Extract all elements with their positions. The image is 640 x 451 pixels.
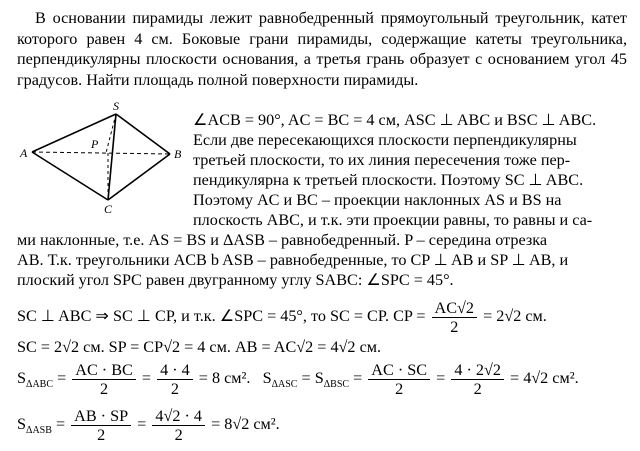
equals-s: = S: [301, 369, 324, 387]
equals-sign: =: [57, 369, 67, 387]
solution-line-3: третьей плоскости, то их линия пересечения тоже пер-: [193, 151, 571, 169]
fraction-denominator: 2: [395, 379, 404, 398]
area-abc-symbol: S: [17, 369, 27, 387]
fraction-abc-1: [72, 361, 136, 398]
solution-line-4: пендикулярна к третьей плоскости. Поэтому SC ⊥ ABC.: [193, 171, 584, 189]
area-abc-result: = 8 см².: [198, 369, 251, 387]
area-asb-subscript: ΔASB: [26, 425, 52, 436]
fraction-numerator: AC · SC: [368, 361, 430, 380]
equals-sign: =: [141, 369, 152, 387]
label-B: B: [174, 147, 182, 161]
area-asc-symbol: S: [262, 369, 272, 387]
edge-CB: [108, 154, 170, 200]
fraction-cp-numerator: AC√2: [432, 299, 477, 318]
formula-row-1: [17, 296, 547, 336]
solution-line-6: плоскость ABC, и т.к. эти проекции равны, то равны и са-: [193, 211, 593, 229]
pyramid-figure: [18, 100, 198, 218]
area-asb-result: = 8√2 см².: [211, 415, 280, 433]
equals-sign: =: [137, 415, 147, 433]
formula-1-text: SC ⊥ ABC ⇒ SC ⊥ CP, и т.к. ∠SPC = 45°, то SC = CP. CP =: [17, 307, 426, 325]
fraction-cp: [432, 299, 477, 336]
solution-line-9: плоский угол SPC равен двугранному углу SABC: ∠SPC = 45°.: [17, 271, 454, 289]
label-C: C: [104, 202, 113, 216]
fraction-denominator: 2: [170, 379, 179, 398]
fraction-numerator: AC · BC: [72, 361, 136, 380]
solution-line-8: AB. Т.к. треугольники ACB b ASB – равнобедренные, то CP ⊥ AB и SP ⊥ AB, и: [17, 251, 569, 269]
fraction-cp-denominator: 2: [450, 317, 459, 336]
edge-AC: [32, 152, 108, 200]
solution-line-2: Если две пересекающихся плоскости перпендикулярны: [193, 131, 577, 149]
fraction-abc-2: [157, 361, 193, 398]
formula-1-result: = 2√2 см.: [483, 307, 547, 325]
fraction-asc-1: [368, 361, 430, 398]
equals-sign: =: [436, 369, 446, 387]
fraction-numerator: 4 · 4: [157, 361, 193, 380]
fraction-asc-2: [451, 361, 504, 398]
edge-SC: [108, 114, 116, 200]
label-S: S: [113, 99, 119, 113]
fraction-denominator: 2: [99, 379, 109, 398]
fraction-numerator: 4 · 2√2: [451, 361, 504, 380]
label-P: P: [91, 137, 99, 151]
area-asc-subscript: ΔASC: [271, 379, 298, 390]
edge-SB: [116, 114, 170, 154]
problem-statement: В основании пирамиды лежит равнобедренный прямоугольный треугольник, катет которого равен 4 см. Боковые грани пирамиды, содержащие катеты треугольника, перпендикулярны плоскости основания, а третья грань образует с основанием угол 45 градусов. Найти площадь полной поверхности пирамиды.: [17, 9, 627, 89]
fraction-denominator: 2: [174, 425, 183, 444]
fraction-numerator: AB · SP: [71, 407, 131, 426]
solution-line-5: Поэтому AC и BC – проекции наклонных AS и BS на: [193, 191, 562, 209]
equals-sign: =: [55, 415, 66, 433]
formula-row-4: [17, 404, 280, 451]
area-asb-symbol: S: [17, 415, 27, 433]
area-asc-result: = 4√2 см².: [510, 369, 579, 387]
label-A: A: [20, 146, 28, 160]
fraction-asb-1: [71, 407, 131, 444]
fraction-denominator: 2: [473, 379, 482, 398]
solution-line-1: ∠ACB = 90°, AC = BC = 4 см, ASC ⊥ ABC и BSC ⊥ ABC.: [193, 111, 597, 129]
edge-AB-hidden: [32, 152, 170, 154]
area-bsc-subscript: ΔBSC: [323, 379, 350, 390]
formula-row-3: [17, 358, 579, 405]
edge-AS: [32, 114, 116, 152]
formula-row-2: SC = 2√2 см. SP = CP√2 = 4 см. AB = AC√2 = 4√2 см.: [17, 338, 382, 356]
area-abc-subscript: ΔABC: [26, 379, 54, 390]
fraction-asb-2: [152, 407, 205, 444]
fraction-numerator: 4√2 · 4: [152, 407, 205, 426]
equals-sign: =: [353, 369, 363, 387]
solution-line-7: ми наклонные, т.е. AS = BS и ΔASB – равнобедренный. P – середина отрезка: [17, 231, 548, 249]
fraction-denominator: 2: [97, 425, 106, 444]
